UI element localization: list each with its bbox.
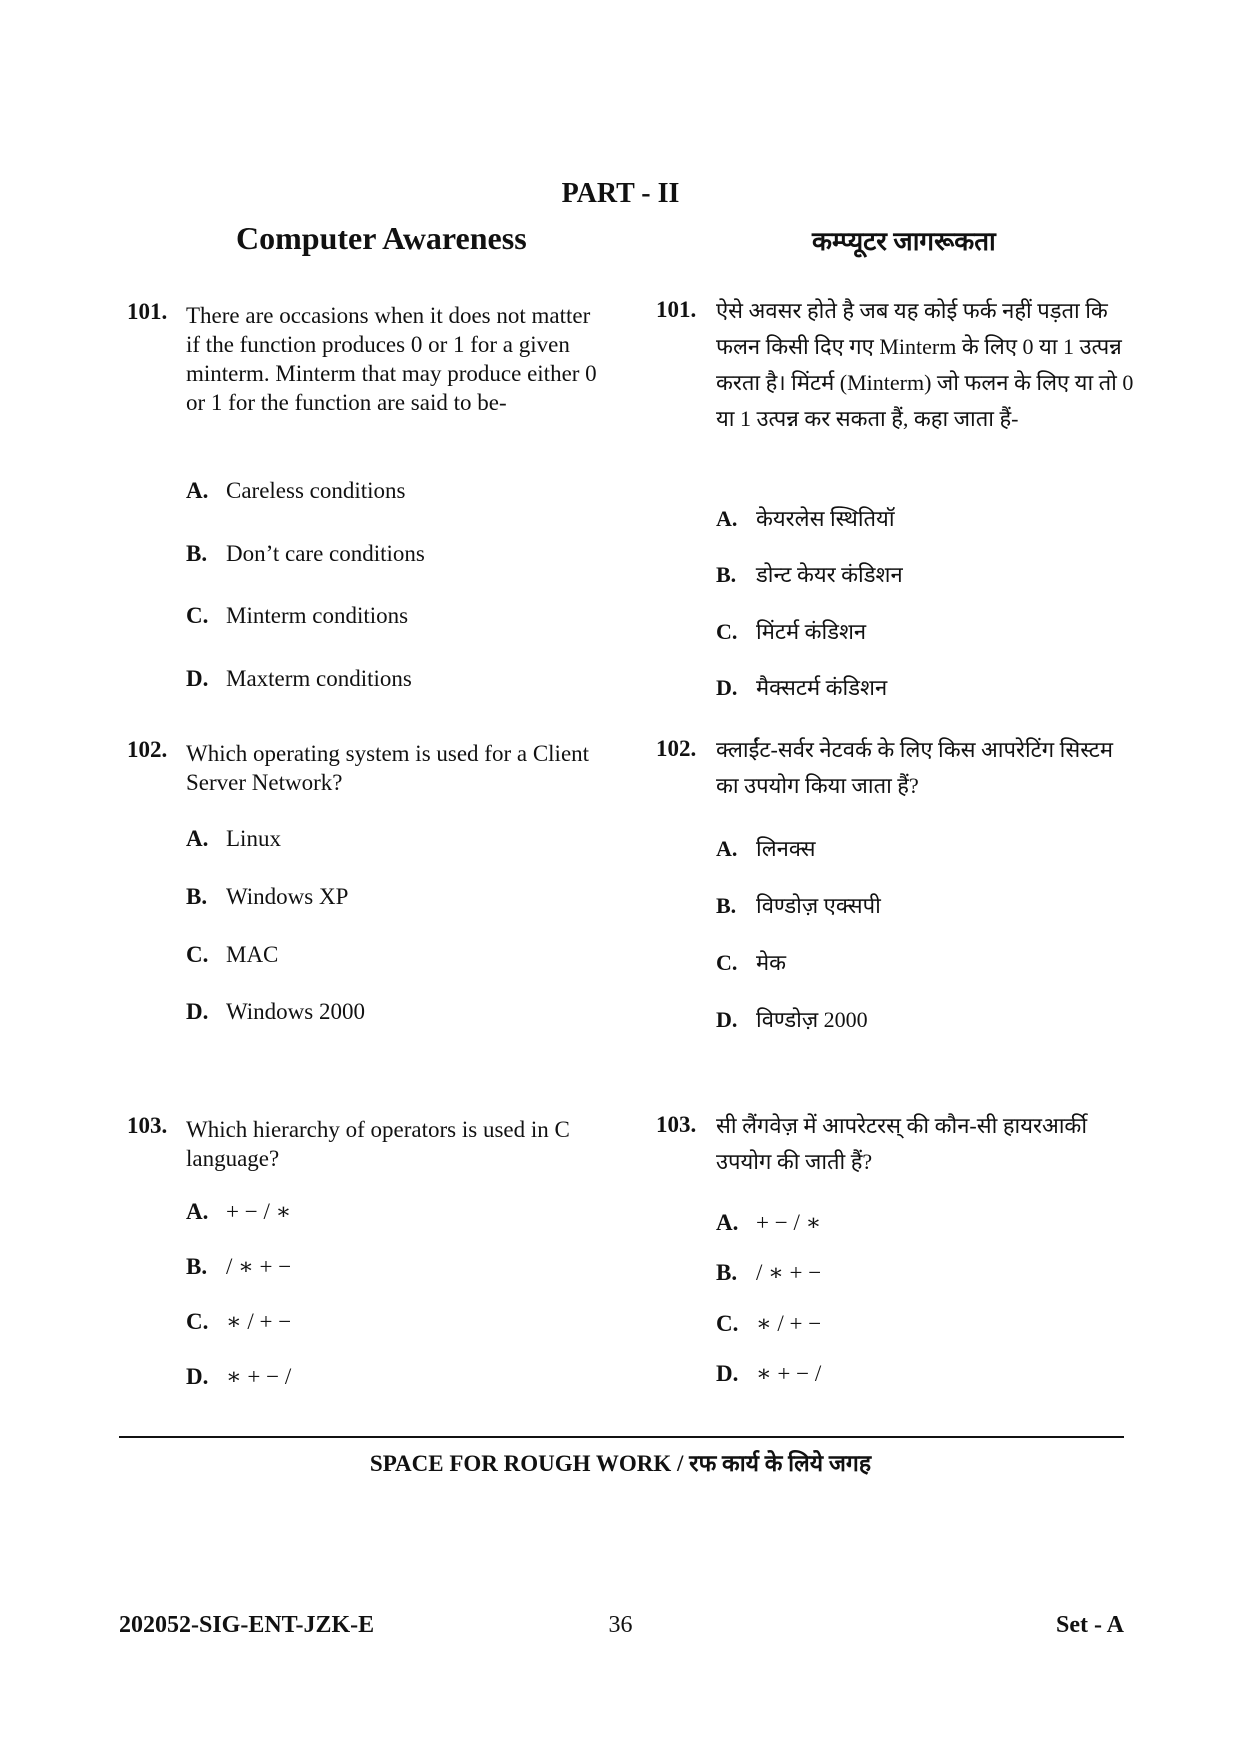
option-text: Careless conditions <box>226 478 406 503</box>
option-a <box>716 833 816 863</box>
option-text: / ∗ + − <box>226 1254 292 1279</box>
page-number: 36 <box>608 1612 633 1638</box>
option-text: Linux <box>226 826 281 851</box>
rough-work-divider <box>119 1436 1124 1438</box>
option-text: ∗ / + − <box>756 1311 822 1336</box>
option-b <box>716 890 881 920</box>
option-a <box>716 1210 821 1236</box>
rough-work-label: SPACE FOR ROUGH WORK / रफ कार्य के लिये जगह <box>369 1451 872 1476</box>
option-d <box>716 672 887 702</box>
option-text: केयरलेस स्थितियॉ <box>756 506 895 531</box>
option-letter: C. <box>716 619 738 644</box>
option-letter: B. <box>716 562 737 587</box>
option-letter: D. <box>186 1364 209 1389</box>
option-letter: C. <box>716 950 738 975</box>
part-label: PART - II <box>561 178 680 209</box>
option-letter: B. <box>186 541 208 566</box>
question-number: 103. <box>656 1112 697 1137</box>
option-text: लिनक्स <box>756 836 816 861</box>
question-text: क्लाईंट-सर्वर नेटवर्क के लिए किस आपरेटिंग सिस्टम का उपयोग किया जाता हैं? <box>716 737 1114 798</box>
option-text: ∗ / + − <box>226 1309 292 1334</box>
question-number: 101. <box>127 299 168 324</box>
option-letter: D. <box>186 999 209 1024</box>
option-text: MAC <box>226 942 279 967</box>
option-a <box>716 503 895 533</box>
set-label: Set - A <box>1056 1612 1124 1638</box>
option-b <box>186 541 425 567</box>
option-b <box>186 1254 291 1280</box>
option-b <box>716 559 903 589</box>
option-text: + − / ∗ <box>226 1199 292 1224</box>
option-text: Minterm conditions <box>226 603 409 628</box>
option-d <box>716 1361 821 1387</box>
option-b <box>186 884 348 910</box>
question-number: 103. <box>127 1113 168 1138</box>
option-a <box>186 826 281 852</box>
option-letter: A. <box>716 836 738 861</box>
option-letter: B. <box>186 1254 208 1279</box>
question-text: Which operating system is used for a Client Server Network? <box>186 741 590 795</box>
option-text: डोन्ट केयर कंडिशन <box>756 562 903 587</box>
option-text: मिंटर्म कंडिशन <box>756 619 867 644</box>
option-c <box>716 616 866 646</box>
option-a <box>186 478 406 504</box>
option-text: / ∗ + − <box>756 1260 822 1285</box>
option-c <box>716 947 786 977</box>
booklet-code: 202052-SIG-ENT-JZK-E <box>119 1612 375 1638</box>
option-d <box>716 1004 868 1034</box>
question-number: 102. <box>656 736 697 761</box>
option-c <box>716 1311 821 1337</box>
option-text: विण्डोज़ 2000 <box>756 1007 868 1032</box>
option-text: + − / ∗ <box>756 1210 822 1235</box>
option-c <box>186 942 278 968</box>
option-text: Windows 2000 <box>226 999 365 1024</box>
option-c <box>186 1309 291 1335</box>
option-letter: A. <box>716 506 738 531</box>
option-text: ∗ + − / <box>226 1364 292 1389</box>
option-letter: D. <box>716 675 738 700</box>
option-text: विण्डोज़ एक्सपी <box>756 893 881 918</box>
section-title-hindi: कम्प्यूटर जागरूकता <box>812 227 996 256</box>
option-letter: C. <box>186 603 209 628</box>
question-number: 102. <box>127 737 168 762</box>
question-text: Which hierarchy of operators is used in C language? <box>186 1117 570 1171</box>
option-c <box>186 603 408 629</box>
option-letter: A. <box>716 1210 739 1235</box>
option-letter: D. <box>186 666 209 691</box>
option-text: Maxterm conditions <box>226 666 412 691</box>
question-text: सी लैंगवेज़ में आपरेटरस् की कौन-सी हायरआर्की उपयोग की जाती हैं? <box>716 1113 1088 1174</box>
option-text: मेक <box>756 950 787 975</box>
option-text: Don’t care conditions <box>226 541 425 566</box>
option-d <box>186 666 412 692</box>
option-letter: A. <box>186 478 209 503</box>
question-text: ऐसे अवसर होते है जब यह कोई फर्क नहीं पड़ता कि फलन किसी दिए गए Minterm के लिए 0 या 1 उत्पन्न करता है। मिंटर्म (Minterm) जो फलन के लिए या तो 0 या 1 उत्पन्न कर सकता हैं, कहा जाता हैं- <box>716 298 1134 431</box>
option-letter: D. <box>716 1007 738 1032</box>
option-letter: B. <box>716 1260 738 1285</box>
option-d <box>186 1364 291 1390</box>
option-text: Windows XP <box>226 884 349 909</box>
question-text: There are occasions when it does not matter if the function produces 0 or 1 for a given minterm. Minterm that may produce either 0 or 1 for the function are said to be- <box>186 303 597 415</box>
option-b <box>716 1260 821 1286</box>
question-number: 101. <box>656 297 697 322</box>
option-d <box>186 999 365 1025</box>
option-letter: D. <box>716 1361 739 1386</box>
option-letter: A. <box>186 826 209 851</box>
option-letter: C. <box>716 1311 739 1336</box>
option-letter: B. <box>186 884 208 909</box>
option-letter: B. <box>716 893 737 918</box>
option-letter: A. <box>186 1199 209 1224</box>
option-a <box>186 1199 291 1225</box>
option-text: ∗ + − / <box>756 1361 822 1386</box>
option-letter: C. <box>186 1309 209 1334</box>
option-text: मैक्सटर्म कंडिशन <box>756 675 888 700</box>
option-letter: C. <box>186 942 209 967</box>
section-title-english: Computer Awareness <box>236 220 527 256</box>
